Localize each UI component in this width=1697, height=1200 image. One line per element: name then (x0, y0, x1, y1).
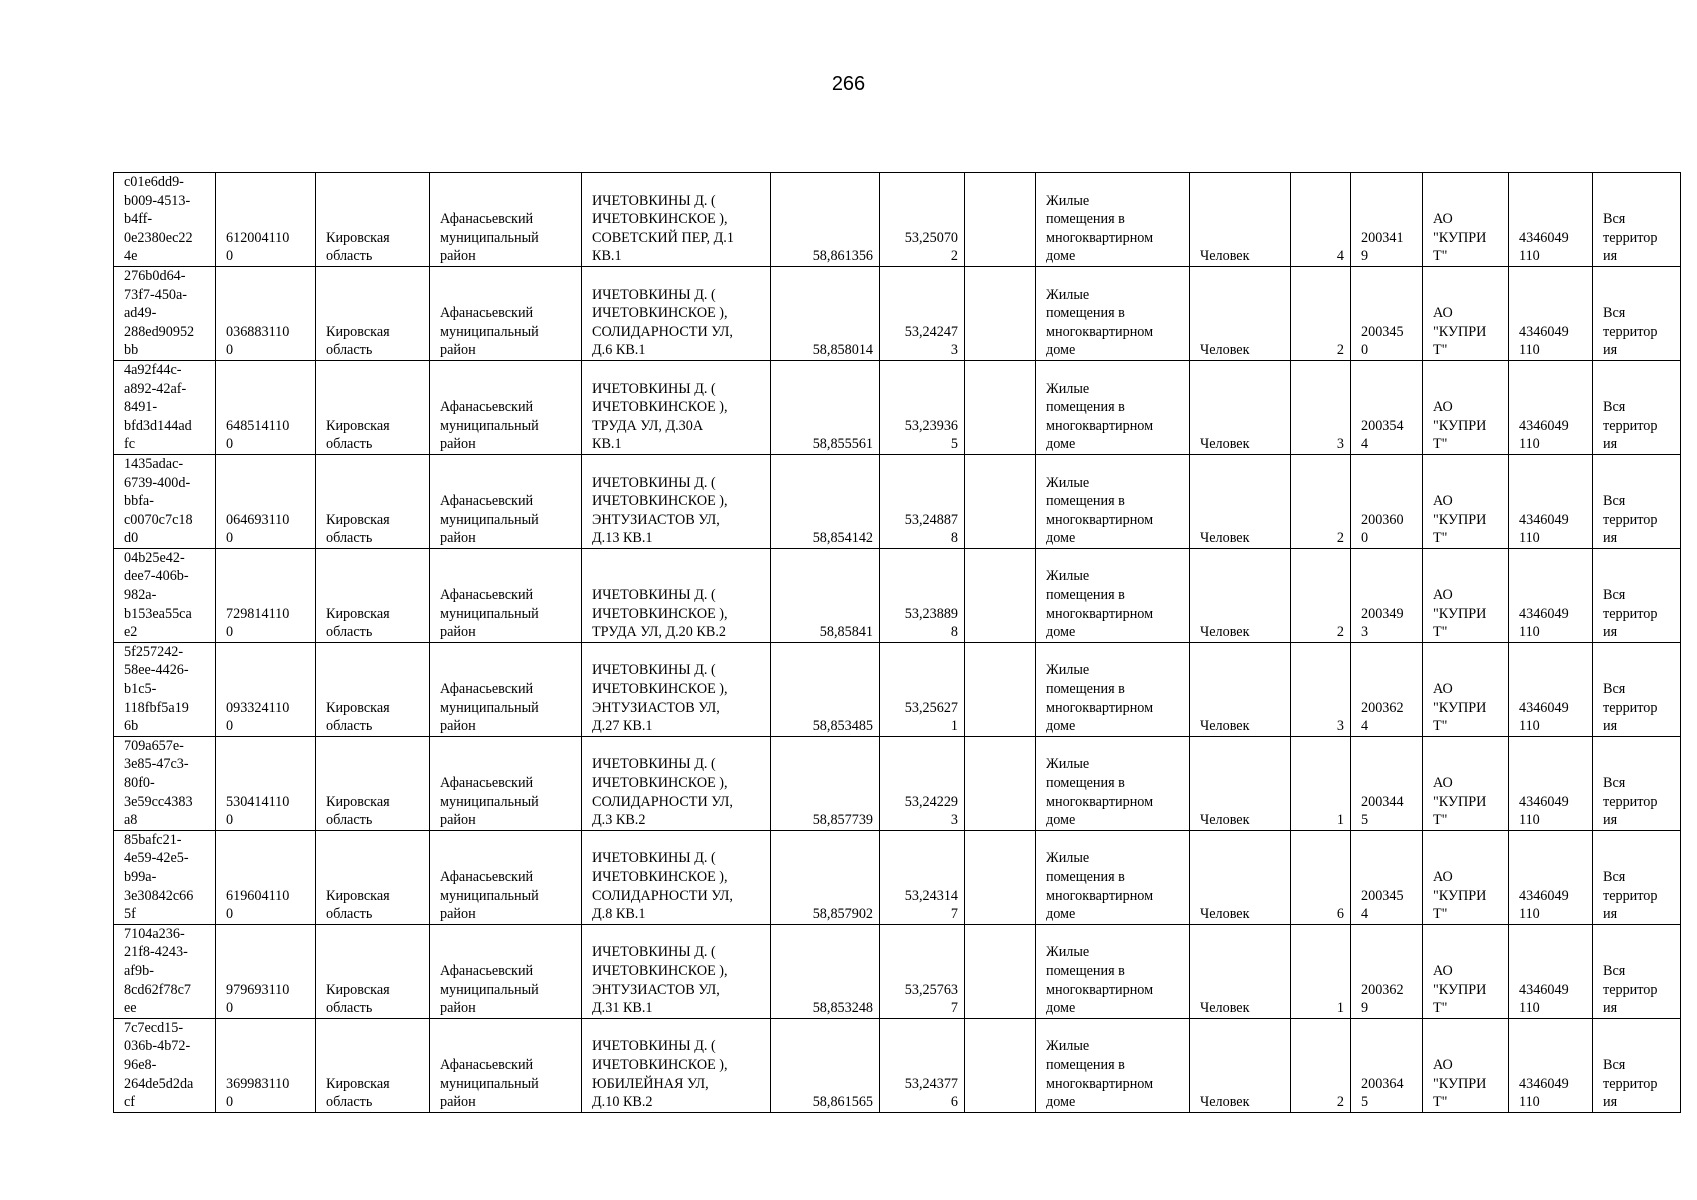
cell-quantity: 3 (1291, 360, 1351, 454)
cell-scope: Вся территор ия (1593, 548, 1681, 642)
cell-region: Кировская область (316, 736, 430, 830)
cell-scope: Вся территор ия (1593, 642, 1681, 736)
cell-empty (965, 642, 1036, 736)
cell-premises-type: Жилые помещения в многоквартирном доме (1036, 548, 1190, 642)
cell-longitude: 53,24229 3 (880, 736, 965, 830)
cell-longitude: 53,24377 6 (880, 1018, 965, 1112)
cell-scope: Вся территор ия (1593, 173, 1681, 267)
cell-organization: АО "КУПРИ Т" (1423, 454, 1509, 548)
cell-organization: АО "КУПРИ Т" (1423, 173, 1509, 267)
cell-premises-type: Жилые помещения в многоквартирном доме (1036, 736, 1190, 830)
cell-code: 619604110 0 (216, 830, 316, 924)
cell-region: Кировская область (316, 642, 430, 736)
cell-number: 200344 5 (1351, 736, 1423, 830)
cell-premises-type: Жилые помещения в многоквартирном доме (1036, 1018, 1190, 1112)
cell-longitude: 53,25627 1 (880, 642, 965, 736)
cell-latitude: 58,85841 (771, 548, 880, 642)
cell-empty (965, 173, 1036, 267)
cell-code: 979693110 0 (216, 924, 316, 1018)
cell-id: c01e6dd9- b009-4513- b4ff- 0e2380ec22 4e (114, 173, 216, 267)
cell-organization: АО "КУПРИ Т" (1423, 642, 1509, 736)
cell-code: 093324110 0 (216, 642, 316, 736)
cell-empty (965, 736, 1036, 830)
cell-quantity: 3 (1291, 642, 1351, 736)
cell-premises-type: Жилые помещения в многоквартирном доме (1036, 173, 1190, 267)
cell-number: 200360 0 (1351, 454, 1423, 548)
cell-address: ИЧЕТОВКИНЫ Д. ( ИЧЕТОВКИНСКОЕ ), ЭНТУЗИАСТОВ УЛ, Д.13 КВ.1 (582, 454, 771, 548)
cell-unit: Человек (1190, 830, 1291, 924)
cell-address: ИЧЕТОВКИНЫ Д. ( ИЧЕТОВКИНСКОЕ ), СОЛИДАРНОСТИ УЛ, Д.8 КВ.1 (582, 830, 771, 924)
cell-scope: Вся территор ия (1593, 1018, 1681, 1112)
table-row (114, 736, 1681, 830)
table-row (114, 266, 1681, 360)
cell-id: 4a92f44c- a892-42af- 8491- bfd3d144ad fc (114, 360, 216, 454)
cell-latitude: 58,857902 (771, 830, 880, 924)
cell-organization: АО "КУПРИ Т" (1423, 1018, 1509, 1112)
cell-number: 200362 9 (1351, 924, 1423, 1018)
cell-address: ИЧЕТОВКИНЫ Д. ( ИЧЕТОВКИНСКОЕ ), ЭНТУЗИАСТОВ УЛ, Д.31 КВ.1 (582, 924, 771, 1018)
cell-quantity: 2 (1291, 1018, 1351, 1112)
cell-quantity: 1 (1291, 924, 1351, 1018)
cell-premises-type: Жилые помещения в многоквартирном доме (1036, 924, 1190, 1018)
cell-organization: АО "КУПРИ Т" (1423, 266, 1509, 360)
cell-inn: 4346049 110 (1509, 360, 1593, 454)
cell-region: Кировская область (316, 454, 430, 548)
table-body (114, 173, 1681, 1113)
cell-empty (965, 548, 1036, 642)
cell-empty (965, 924, 1036, 1018)
cell-region: Кировская область (316, 830, 430, 924)
cell-unit: Человек (1190, 173, 1291, 267)
cell-address: ИЧЕТОВКИНЫ Д. ( ИЧЕТОВКИНСКОЕ ), ТРУДА УЛ, Д.30А КВ.1 (582, 360, 771, 454)
cell-address: ИЧЕТОВКИНЫ Д. ( ИЧЕТОВКИНСКОЕ ), ТРУДА УЛ, Д.20 КВ.2 (582, 548, 771, 642)
cell-empty (965, 454, 1036, 548)
cell-region: Кировская область (316, 548, 430, 642)
cell-scope: Вся территор ия (1593, 924, 1681, 1018)
cell-inn: 4346049 110 (1509, 173, 1593, 267)
cell-longitude: 53,25070 2 (880, 173, 965, 267)
cell-scope: Вся территор ия (1593, 266, 1681, 360)
registry-table (113, 172, 1681, 1113)
page-number: 266 (831, 73, 866, 95)
cell-region: Кировская область (316, 266, 430, 360)
cell-district: Афанасьевский муниципальный район (430, 924, 582, 1018)
cell-scope: Вся территор ия (1593, 830, 1681, 924)
cell-latitude: 58,853248 (771, 924, 880, 1018)
cell-id: 1435adac- 6739-400d- bbfa- c0070c7c18 d0 (114, 454, 216, 548)
cell-unit: Человек (1190, 360, 1291, 454)
table-row (114, 830, 1681, 924)
cell-empty (965, 1018, 1036, 1112)
table-row (114, 360, 1681, 454)
cell-id: 7104a236- 21f8-4243- af9b- 8cd62f78c7 ee (114, 924, 216, 1018)
cell-scope: Вся территор ия (1593, 360, 1681, 454)
cell-latitude: 58,853485 (771, 642, 880, 736)
cell-inn: 4346049 110 (1509, 736, 1593, 830)
cell-id: 709a657e- 3e85-47c3- 80f0- 3e59cc4383 a8 (114, 736, 216, 830)
cell-latitude: 58,857739 (771, 736, 880, 830)
cell-longitude: 53,25763 7 (880, 924, 965, 1018)
cell-address: ИЧЕТОВКИНЫ Д. ( ИЧЕТОВКИНСКОЕ ), СОВЕТСКИЙ ПЕР, Д.1 КВ.1 (582, 173, 771, 267)
cell-unit: Человек (1190, 266, 1291, 360)
cell-quantity: 4 (1291, 173, 1351, 267)
cell-district: Афанасьевский муниципальный район (430, 360, 582, 454)
cell-address: ИЧЕТОВКИНЫ Д. ( ИЧЕТОВКИНСКОЕ ), СОЛИДАРНОСТИ УЛ, Д.3 КВ.2 (582, 736, 771, 830)
cell-longitude: 53,24247 3 (880, 266, 965, 360)
cell-inn: 4346049 110 (1509, 548, 1593, 642)
cell-organization: АО "КУПРИ Т" (1423, 360, 1509, 454)
cell-number: 200362 4 (1351, 642, 1423, 736)
cell-number: 200345 4 (1351, 830, 1423, 924)
cell-quantity: 2 (1291, 454, 1351, 548)
cell-district: Афанасьевский муниципальный район (430, 266, 582, 360)
cell-district: Афанасьевский муниципальный район (430, 1018, 582, 1112)
cell-number: 200341 9 (1351, 173, 1423, 267)
cell-unit: Человек (1190, 736, 1291, 830)
cell-region: Кировская область (316, 173, 430, 267)
cell-latitude: 58,858014 (771, 266, 880, 360)
cell-id: 276b0d64- 73f7-450a- ad49- 288ed90952 bb (114, 266, 216, 360)
cell-inn: 4346049 110 (1509, 266, 1593, 360)
cell-organization: АО "КУПРИ Т" (1423, 548, 1509, 642)
cell-region: Кировская область (316, 1018, 430, 1112)
cell-longitude: 53,24887 8 (880, 454, 965, 548)
cell-code: 369983110 0 (216, 1018, 316, 1112)
cell-district: Афанасьевский муниципальный район (430, 173, 582, 267)
cell-inn: 4346049 110 (1509, 642, 1593, 736)
cell-latitude: 58,854142 (771, 454, 880, 548)
cell-region: Кировская область (316, 360, 430, 454)
cell-empty (965, 266, 1036, 360)
table-row (114, 1018, 1681, 1112)
cell-number: 200345 0 (1351, 266, 1423, 360)
cell-district: Афанасьевский муниципальный район (430, 736, 582, 830)
cell-premises-type: Жилые помещения в многоквартирном доме (1036, 830, 1190, 924)
cell-id: 7c7ecd15- 036b-4b72- 96e8- 264de5d2da cf (114, 1018, 216, 1112)
cell-code: 612004110 0 (216, 173, 316, 267)
table-row (114, 548, 1681, 642)
cell-code: 064693110 0 (216, 454, 316, 548)
cell-district: Афанасьевский муниципальный район (430, 642, 582, 736)
cell-code: 036883110 0 (216, 266, 316, 360)
cell-unit: Человек (1190, 548, 1291, 642)
cell-unit: Человек (1190, 454, 1291, 548)
cell-address: ИЧЕТОВКИНЫ Д. ( ИЧЕТОВКИНСКОЕ ), ЮБИЛЕЙНАЯ УЛ, Д.10 КВ.2 (582, 1018, 771, 1112)
cell-premises-type: Жилые помещения в многоквартирном доме (1036, 360, 1190, 454)
cell-latitude: 58,861565 (771, 1018, 880, 1112)
cell-quantity: 6 (1291, 830, 1351, 924)
cell-longitude: 53,23936 5 (880, 360, 965, 454)
cell-empty (965, 360, 1036, 454)
cell-inn: 4346049 110 (1509, 924, 1593, 1018)
table-row (114, 173, 1681, 267)
cell-id: 04b25e42- dee7-406b- 982a- b153ea55ca e2 (114, 548, 216, 642)
cell-inn: 4346049 110 (1509, 830, 1593, 924)
cell-premises-type: Жилые помещения в многоквартирном доме (1036, 642, 1190, 736)
cell-quantity: 1 (1291, 736, 1351, 830)
table-row (114, 924, 1681, 1018)
cell-latitude: 58,861356 (771, 173, 880, 267)
cell-district: Афанасьевский муниципальный район (430, 548, 582, 642)
cell-scope: Вся территор ия (1593, 454, 1681, 548)
cell-latitude: 58,855561 (771, 360, 880, 454)
cell-code: 530414110 0 (216, 736, 316, 830)
cell-organization: АО "КУПРИ Т" (1423, 830, 1509, 924)
cell-district: Афанасьевский муниципальный район (430, 454, 582, 548)
cell-unit: Человек (1190, 1018, 1291, 1112)
cell-inn: 4346049 110 (1509, 454, 1593, 548)
cell-longitude: 53,24314 7 (880, 830, 965, 924)
cell-id: 5f257242- 58ee-4426- b1c5- 118fbf5a19 6b (114, 642, 216, 736)
cell-empty (965, 830, 1036, 924)
cell-id: 85bafc21- 4e59-42e5- b99a- 3e30842c66 5f (114, 830, 216, 924)
cell-organization: АО "КУПРИ Т" (1423, 924, 1509, 1018)
cell-unit: Человек (1190, 642, 1291, 736)
cell-number: 200354 4 (1351, 360, 1423, 454)
table-row (114, 642, 1681, 736)
cell-quantity: 2 (1291, 266, 1351, 360)
cell-longitude: 53,23889 8 (880, 548, 965, 642)
cell-organization: АО "КУПРИ Т" (1423, 736, 1509, 830)
cell-scope: Вся территор ия (1593, 736, 1681, 830)
cell-code: 729814110 0 (216, 548, 316, 642)
cell-region: Кировская область (316, 924, 430, 1018)
cell-code: 648514110 0 (216, 360, 316, 454)
cell-quantity: 2 (1291, 548, 1351, 642)
table-row (114, 454, 1681, 548)
cell-address: ИЧЕТОВКИНЫ Д. ( ИЧЕТОВКИНСКОЕ ), ЭНТУЗИАСТОВ УЛ, Д.27 КВ.1 (582, 642, 771, 736)
cell-district: Афанасьевский муниципальный район (430, 830, 582, 924)
cell-unit: Человек (1190, 924, 1291, 1018)
cell-premises-type: Жилые помещения в многоквартирном доме (1036, 266, 1190, 360)
cell-inn: 4346049 110 (1509, 1018, 1593, 1112)
cell-number: 200349 3 (1351, 548, 1423, 642)
cell-number: 200364 5 (1351, 1018, 1423, 1112)
cell-premises-type: Жилые помещения в многоквартирном доме (1036, 454, 1190, 548)
cell-address: ИЧЕТОВКИНЫ Д. ( ИЧЕТОВКИНСКОЕ ), СОЛИДАРНОСТИ УЛ, Д.6 КВ.1 (582, 266, 771, 360)
